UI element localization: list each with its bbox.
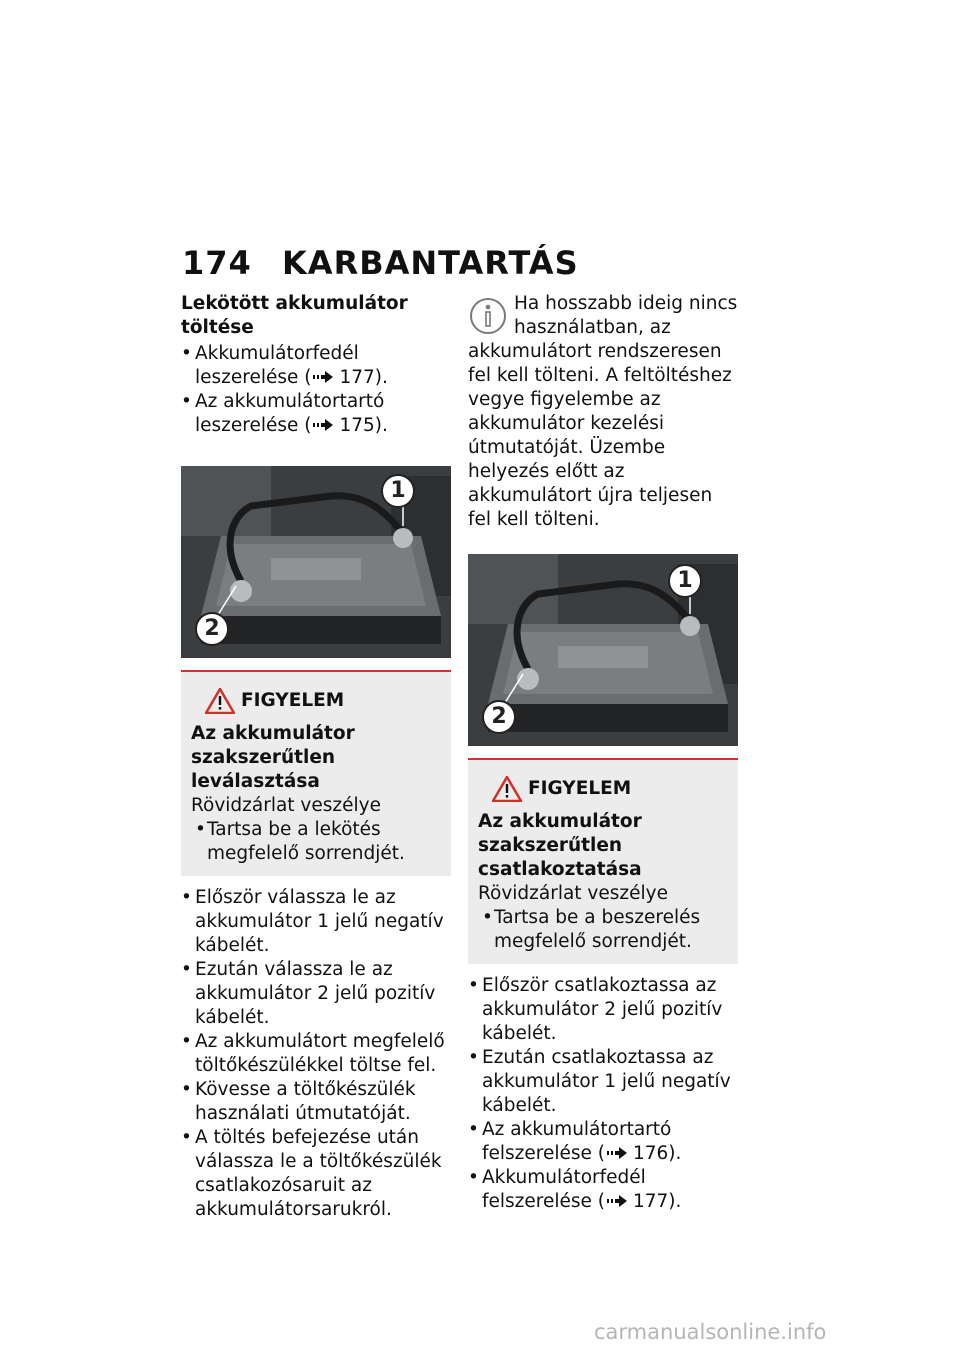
list-item: • Ezután csatlakoztassa az akkumulátor 1 jelű negatív kábelét. xyxy=(468,1047,731,1116)
warning-icon xyxy=(205,688,235,714)
right-column xyxy=(468,292,738,1214)
info-icon xyxy=(468,296,508,336)
warning-action: • Tartsa be a beszerelés megfelelő sorrendjét. xyxy=(482,907,701,952)
steps-list xyxy=(181,886,451,1222)
arrow-right-icon xyxy=(313,370,335,384)
arrow-right-icon xyxy=(607,1194,629,1208)
list-item: • Akkumulátorfedél leszerelése ( 177). xyxy=(181,343,388,388)
page-reference-link[interactable]: 177). xyxy=(633,1191,682,1212)
battery-photo xyxy=(181,466,451,658)
warning-title: FIGYELEM xyxy=(241,690,345,711)
arrow-right-icon xyxy=(313,418,335,432)
list-item: • Először csatlakoztassa az akkumulátor 2 jelű pozitív kábelét. xyxy=(468,975,723,1044)
info-note xyxy=(468,292,738,532)
list-item: • Először válassza le az akkumulátor 1 jelű negatív kábelét. xyxy=(181,887,444,956)
page-reference-link[interactable]: 176). xyxy=(633,1143,682,1164)
list-item: • A töltés befejezése után válassza le a töltőkészülék csatlakozósaruit az akkumulátorsarukról. xyxy=(181,1127,442,1220)
warning-box xyxy=(468,758,738,964)
warning-subtitle: Az akkumulátor szakszerűtlen leválasztása xyxy=(191,723,355,792)
prep-list xyxy=(181,342,451,438)
warning-action: • Tartsa be a lekötés megfelelő sorrendjét. xyxy=(195,819,405,864)
warning-icon xyxy=(492,776,522,802)
warning-subtitle: Az akkumulátor szakszerűtlen csatlakoztatása xyxy=(478,811,642,880)
list-item: • Az akkumulátortartó felszerelése ( 176). xyxy=(468,1119,682,1164)
callout-2: 2 xyxy=(195,612,229,646)
page-number: 174 xyxy=(182,244,252,282)
list-item: • Ezután válassza le az akkumulátor 2 jelű pozitív kábelét. xyxy=(181,959,436,1028)
page-reference-link[interactable]: 177). xyxy=(339,367,388,388)
list-item: • Az akkumulátortartó leszerelése ( 175). xyxy=(181,391,388,436)
warning-title: FIGYELEM xyxy=(528,778,632,799)
arrow-right-icon xyxy=(607,1146,629,1160)
watermark: carmanualsonline.info xyxy=(594,1320,827,1344)
warning-hazard: Rövidzárlat veszélye xyxy=(191,795,381,816)
warning-hazard: Rövidzárlat veszélye xyxy=(478,883,668,904)
left-column xyxy=(181,292,451,1222)
battery-photo xyxy=(468,554,738,746)
page-reference-link[interactable]: 175). xyxy=(339,415,388,436)
callout-2: 2 xyxy=(482,700,516,734)
charging-heading: Lekötött akkumulátor töltése xyxy=(181,293,408,338)
list-item: • Kövesse a töltőkészülék használati útmutatóját. xyxy=(181,1079,416,1124)
steps-list xyxy=(468,974,738,1214)
callout-1: 1 xyxy=(381,474,415,508)
list-item: • Akkumulátorfedél felszerelése ( 177). xyxy=(468,1167,682,1212)
list-item: • Az akkumulátort megfelelő töltőkészülékkel töltse fel. xyxy=(181,1031,445,1076)
section-title: KARBANTARTÁS xyxy=(282,244,579,282)
info-text: Ha hosszabb ideig nincs használatban, az akkumulátort rendszeresen fel kell tölteni. A feltöltéshez vegye figyelembe az akkumulátor kezelési útmutatóját. Üzembe helyezés előtt az akkumulátort újra teljesen fel kell tölteni. xyxy=(468,293,738,530)
warning-box xyxy=(181,670,451,876)
callout-1: 1 xyxy=(668,564,702,598)
page-header xyxy=(182,244,782,288)
